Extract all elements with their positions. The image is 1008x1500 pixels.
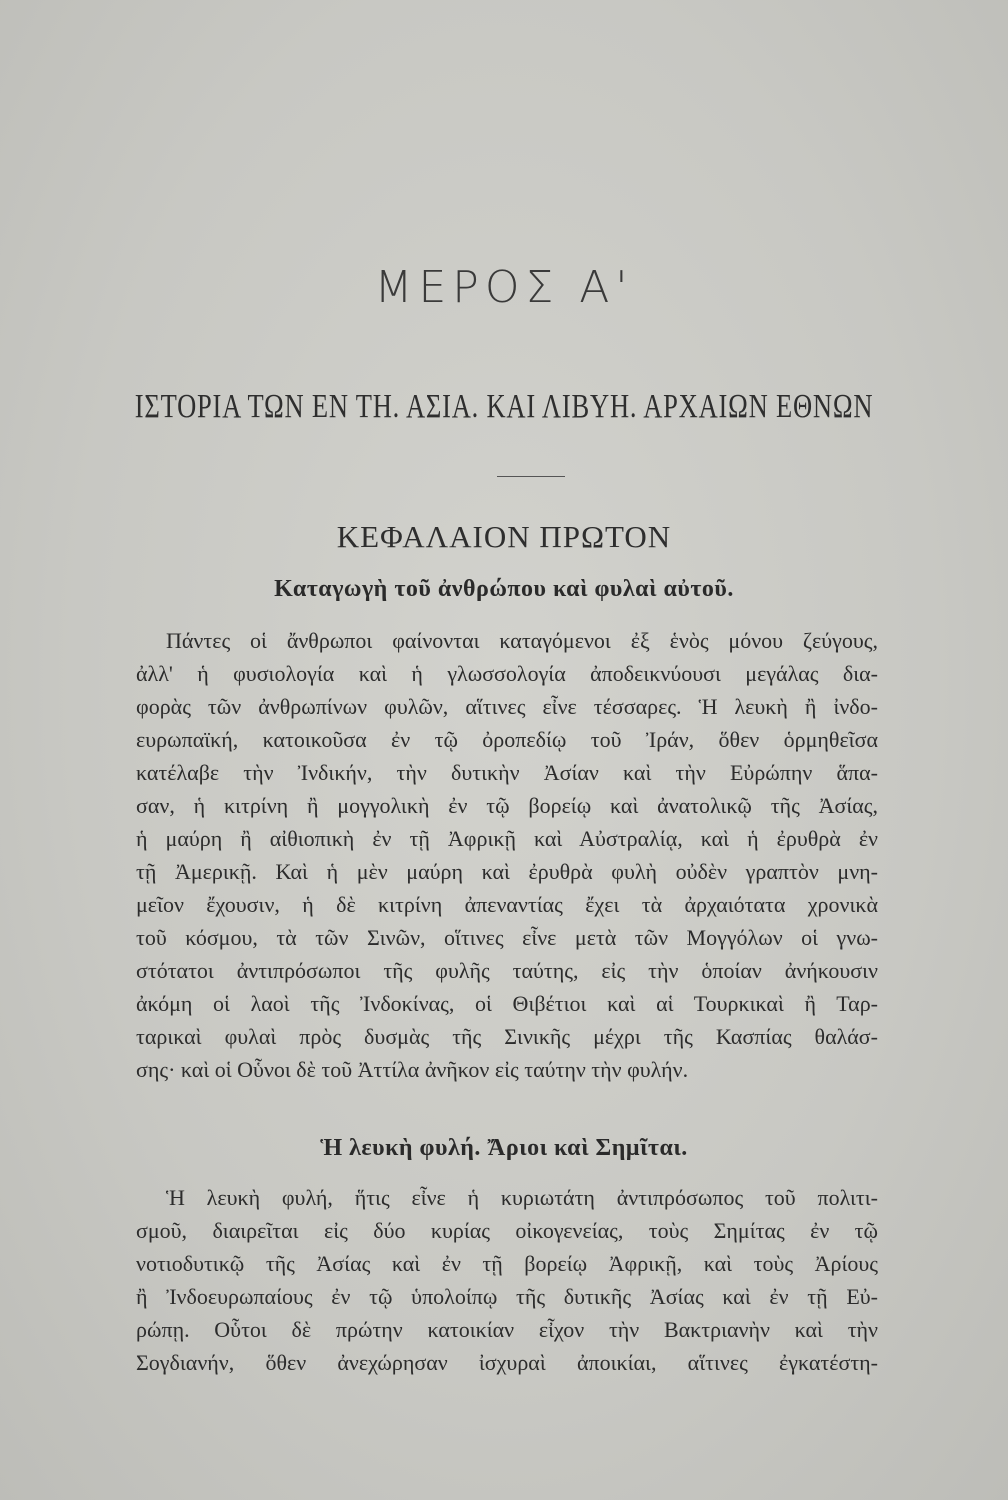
text-line: σμοῦ, διαιρεῖται εἰς δύο κυρίας οἰκογενείας, τοὺς Σημίτας ἐν τῷ	[136, 1218, 878, 1243]
text-line: σαν, ἡ κιτρίνη ἢ μογγολικὴ ἐν τῷ βορείῳ καὶ ἀνατολικῷ τῆς Ἀσίας,	[136, 793, 878, 818]
book-title: ΙΣΤΟΡΙΑ ΤΩΝ ΕΝ ΤΗ. ΑΣΙΑ. ΚΑΙ ΛΙΒΥΗ. ΑΡΧΑΙΩΝ ΕΘΝΩΝ	[134, 388, 874, 425]
text-line: ἀλλ' ἡ φυσιολογία καὶ ἡ γλωσσολογία ἀποδεικνύουσι μεγάλας δια-	[136, 661, 878, 686]
text-line: κατέλαβε τὴν Ἰνδικήν, τὴν δυτικὴν Ἀσίαν καὶ τὴν Εὐρώπην ἅπα-	[136, 760, 878, 785]
text-line: νοτιοδυτικῷ τῆς Ἀσίας καὶ ἐν τῇ βορείῳ Ἀφρικῇ, καὶ τοὺς Ἀρίους	[136, 1251, 878, 1276]
section-divider	[497, 476, 565, 477]
text-line: τῇ Ἀμερικῇ. Καὶ ἡ μὲν μαύρη καὶ ἐρυθρὰ φυλὴ οὐδὲν γραπτὸν μνη-	[136, 859, 878, 884]
text-line: Πάντες οἱ ἄνθρωποι φαίνονται καταγόμενοι ἐξ ἑνὸς μόνου ζεύγους,	[166, 628, 878, 653]
text-line: Σογδιανήν, ὅθεν ἀνεχώρησαν ἰσχυραὶ ἀποικίαι, αἵτινες ἐγκατέστη-	[136, 1350, 878, 1375]
text-line: στότατοι ἀντιπρόσωποι τῆς φυλῆς ταύτης, εἰς τὴν ὁποίαν ἀνήκουσιν	[136, 958, 878, 983]
text-line: μεῖον ἔχουσιν, ἡ δὲ κιτρίνη ἀπεναντίας ἔχει τὰ ἀρχαιότατα χρονικὰ	[136, 892, 878, 917]
text-line: Ἡ λευκὴ φυλή, ἥτις εἶνε ἡ κυριωτάτη ἀντιπρόσωπος τοῦ πολιτι-	[166, 1185, 878, 1210]
paragraph-origin	[136, 624, 878, 1086]
text-line: τοῦ κόσμου, τὰ τῶν Σινῶν, οἵτινες εἶνε μετὰ τῶν Μογγόλων οἱ γνω-	[136, 925, 878, 950]
text-line: ἢ Ἰνδοευρωπαίους ἐν τῷ ὑπολοίπῳ τῆς δυτικῆς Ἀσίας καὶ ἐν τῇ Εὐ-	[136, 1284, 878, 1309]
text-line: σης· καὶ οἱ Οὗνοι δὲ τοῦ Ἀττίλα ἀνῆκον εἰς ταύτην τὴν φυλήν.	[136, 1057, 689, 1082]
text-line: ταρικαὶ φυλαὶ πρὸς δυσμὰς τῆς Σινικῆς μέχρι τῆς Κασπίας θαλάσ-	[136, 1024, 878, 1049]
text-line: ἡ μαύρη ἢ αἰθιοπικὴ ἐν τῇ Ἀφρικῇ καὶ Αὐστραλίᾳ, καὶ ἡ ἐρυθρὰ ἐν	[136, 826, 878, 851]
chapter-title: ΚΕΦΑΛΑΙΟΝ ΠΡΩΤΟΝ	[336, 519, 672, 554]
section-heading-origin: Καταγωγὴ τοῦ ἀνθρώπου καὶ φυλαὶ αὐτοῦ.	[274, 576, 734, 602]
text-line: φορὰς τῶν ἀνθρωπίνων φυλῶν, αἵτινες εἶνε τέσσαρες. Ἡ λευκὴ ἢ ἰνδο-	[136, 694, 878, 719]
text-line: ρώπῃ. Οὗτοι δὲ πρώτην κατοικίαν εἶχον τὴν Βακτριανὴν καὶ τὴν	[136, 1317, 878, 1342]
section-heading-white-race: Ἡ λευκὴ φυλή. Ἄριοι καὶ Σημῖται.	[320, 1135, 688, 1161]
part-title: ΜΕΡΟΣ Α'	[374, 262, 634, 313]
text-line: ευρωπαϊκή, κατοικοῦσα ἐν τῷ ὀροπεδίῳ τοῦ Ἰράν, ὅθεν ὁρμηθεῖσα	[136, 727, 878, 752]
paragraph-white-race	[136, 1181, 878, 1379]
text-line: ἀκόμη οἱ λαοὶ τῆς Ἰνδοκίνας, οἱ Θιβέτιοι καὶ αἱ Τουρκικαὶ ἢ Ταρ-	[136, 991, 878, 1016]
